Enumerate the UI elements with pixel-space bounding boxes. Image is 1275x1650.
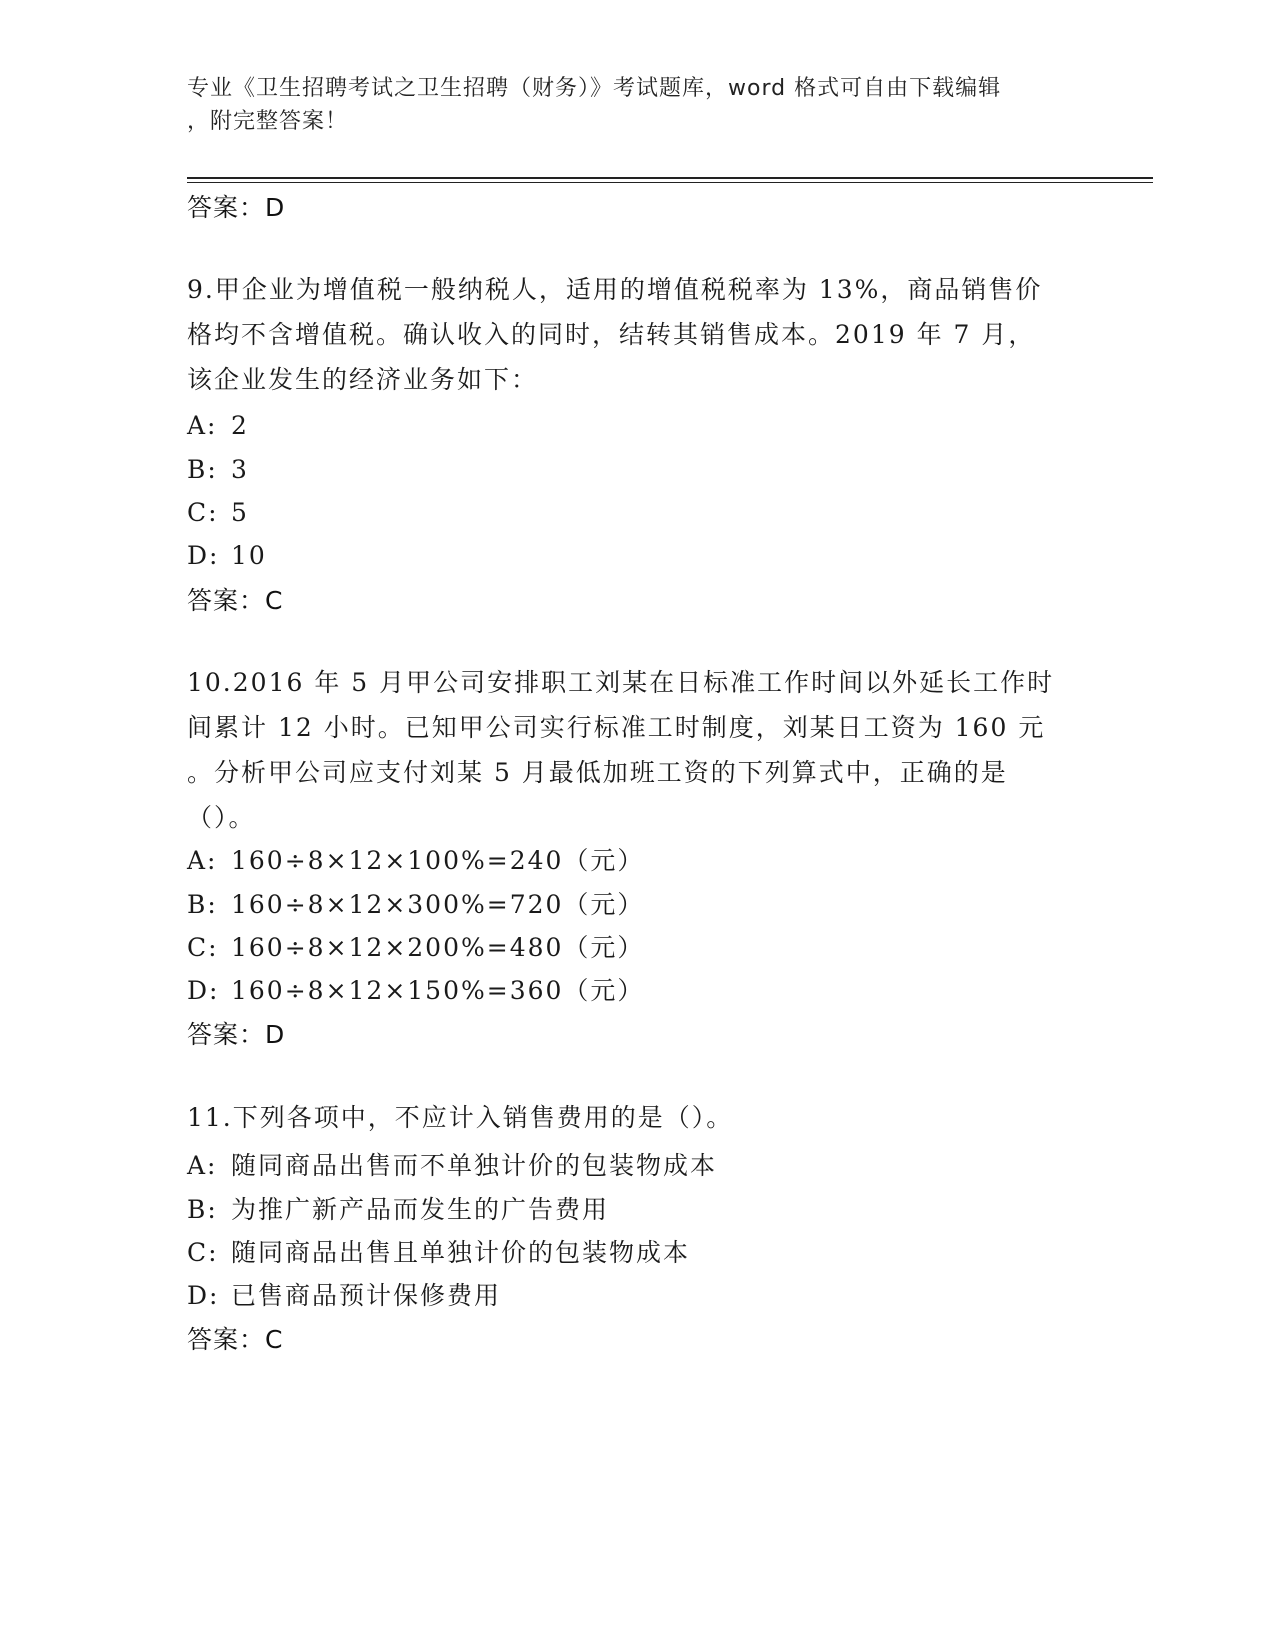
option-letter: D: <box>187 1281 220 1310</box>
question-9-text <box>187 267 1087 402</box>
question-10-line: 10.2016 年 5 月甲公司安排职工刘某在日标准工作时间以外延长工作时 <box>187 668 1055 697</box>
option-letter: C: <box>187 933 219 962</box>
question-9-option-c <box>187 498 249 528</box>
option-text: 10 <box>231 541 267 570</box>
question-9-line: 该企业发生的经济业务如下： <box>187 365 539 394</box>
header-rule-thick <box>187 177 1153 179</box>
option-letter: A: <box>187 846 218 875</box>
option-text: 160÷8×12×200%=480（元） <box>231 933 645 962</box>
option-text: 5 <box>231 498 249 527</box>
question-11-line: 11.下列各项中，不应计入销售费用的是（）。 <box>187 1103 734 1132</box>
option-letter: C: <box>187 1238 219 1267</box>
option-letter: B: <box>187 1195 218 1224</box>
option-letter: A: <box>187 411 218 440</box>
question-10-option-d <box>187 976 644 1006</box>
option-text: 随同商品出售而不单独计价的包装物成本 <box>231 1151 718 1180</box>
option-text: 2 <box>231 411 249 440</box>
header-line-2: ，附完整答案！ <box>187 109 349 134</box>
question-9-option-a <box>187 411 249 441</box>
question-9-line: 9.甲企业为增值税一般纳税人，适用的增值税税率为 13%，商品销售价 <box>187 275 1043 304</box>
question-9-option-d <box>187 541 267 571</box>
question-10-option-a <box>187 846 644 876</box>
option-text: 160÷8×12×100%=240（元） <box>231 846 645 875</box>
header-line-1: 专业《卫生招聘考试之卫生招聘（财务）》考试题库，word 格式可自由下载编辑 <box>187 76 1002 101</box>
question-11-option-d <box>187 1281 501 1311</box>
option-letter: D: <box>187 976 220 1005</box>
option-letter: C: <box>187 498 219 527</box>
answer-previous: 答案：D <box>187 193 286 222</box>
option-text: 3 <box>231 455 249 484</box>
question-11-option-a <box>187 1151 717 1181</box>
option-text: 160÷8×12×150%=360（元） <box>231 976 645 1005</box>
question-11-option-c <box>187 1238 690 1268</box>
header-rule-thin <box>187 182 1153 183</box>
question-9-answer: 答案：C <box>187 586 284 615</box>
question-10-line: 间累计 12 小时。已知甲公司实行标准工时制度，刘某日工资为 160 元 <box>187 713 1046 742</box>
page-header <box>187 72 1067 138</box>
question-11-text <box>187 1095 1087 1140</box>
question-11-answer: 答案：C <box>187 1325 284 1354</box>
option-text: 为推广新产品而发生的广告费用 <box>231 1195 610 1224</box>
question-9-line: 格均不含增值税。确认收入的同时，结转其销售成本。2019 年 7 月， <box>187 320 1036 349</box>
option-letter: B: <box>187 890 218 919</box>
question-10-option-c <box>187 933 644 963</box>
option-letter: B: <box>187 455 218 484</box>
option-text: 随同商品出售且单独计价的包装物成本 <box>231 1238 691 1267</box>
question-10-answer: 答案：D <box>187 1020 286 1049</box>
option-text: 160÷8×12×300%=720（元） <box>231 890 645 919</box>
question-9-option-b <box>187 455 249 485</box>
question-10-text <box>187 660 1087 840</box>
option-letter: D: <box>187 541 220 570</box>
question-10-line: （）。 <box>187 803 256 832</box>
option-text: 已售商品预计保修费用 <box>231 1281 502 1310</box>
question-11-option-b <box>187 1195 609 1225</box>
question-10-line: 。分析甲公司应支付刘某 5 月最低加班工资的下列算式中，正确的是 <box>187 758 1008 787</box>
question-10-option-b <box>187 890 644 920</box>
option-letter: A: <box>187 1151 218 1180</box>
